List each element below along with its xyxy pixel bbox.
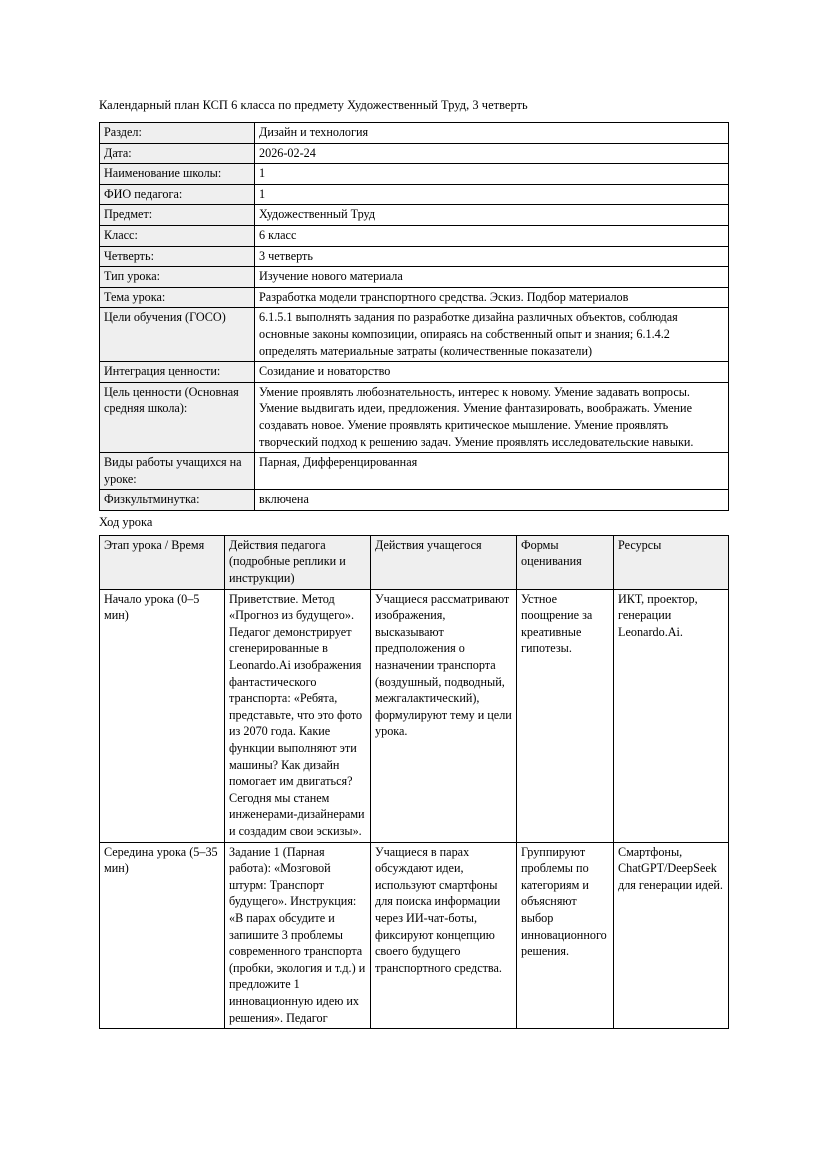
table-row <box>100 382 729 452</box>
cell-stage: Середина урока (5–35 мин) <box>100 842 225 1029</box>
info-value: 1 <box>255 164 729 185</box>
table-row <box>100 589 729 842</box>
cell-student-actions: Учащиеся в парах обсуждают идеи, используют смартфоны для поиска информации через ИИ-чат-боты, фиксируют концепцию своего будущего транспортного средства. <box>371 842 517 1029</box>
column-header-resources: Ресурсы <box>614 535 729 589</box>
info-label: Интеграция ценности: <box>100 362 255 383</box>
table-header-row <box>100 535 729 589</box>
table-row <box>100 267 729 288</box>
info-label: Тип урока: <box>100 267 255 288</box>
info-label: Предмет: <box>100 205 255 226</box>
table-row <box>100 842 729 1029</box>
info-label: Тема урока: <box>100 287 255 308</box>
table-row <box>100 308 729 362</box>
info-value: Художественный Труд <box>255 205 729 226</box>
lesson-table-header <box>100 535 729 589</box>
table-row <box>100 453 729 490</box>
info-value: 2026-02-24 <box>255 143 729 164</box>
info-value: включена <box>255 490 729 511</box>
info-value: Парная, Дифференцированная <box>255 453 729 490</box>
column-header-stage: Этап урока / Время <box>100 535 225 589</box>
column-header-assessment: Формы оценивания <box>517 535 614 589</box>
section-heading-lesson-flow: Ход урока <box>99 514 153 529</box>
table-row <box>100 225 729 246</box>
table-row <box>100 490 729 511</box>
cell-resources: ИКТ, проектор, генерации Leonardo.Ai. <box>614 589 729 842</box>
info-value: 6 класс <box>255 225 729 246</box>
info-label: Виды работы учащихся на уроке: <box>100 453 255 490</box>
info-label: Физкультминутка: <box>100 490 255 511</box>
cell-teacher-actions: Задание 1 (Парная работа): «Мозговой штурм: Транспорт будущего». Инструкция: «В парах обсудите и запишите 3 проблемы современного транспорта (пробки, экология и т.д.) и предложите 1 инновационную идею их решения». Педагог <box>225 842 371 1029</box>
table-row <box>100 287 729 308</box>
info-value: Умение проявлять любознательность, интерес к новому. Умение задавать вопросы. Умение выдвигать идеи, предложения. Умение фантазировать, воображать. Умение создавать новое. Умение проявлять критическое мышление. Умение проявлять творческий подход к решению задач. Умение проявлять исследовательские навыки. <box>255 382 729 452</box>
cell-stage: Начало урока (0–5 мин) <box>100 589 225 842</box>
info-label: Цели обучения (ГОСО) <box>100 308 255 362</box>
cell-student-actions: Учащиеся рассматривают изображения, высказывают предположения о назначении транспорта (воздушный, подводный, межгалактический), формулируют тему и цели урока. <box>371 589 517 842</box>
table-row <box>100 362 729 383</box>
info-label: Наименование школы: <box>100 164 255 185</box>
info-table-body <box>100 123 729 511</box>
info-label: ФИО педагога: <box>100 184 255 205</box>
cell-assessment: Группируют проблемы по категориям и объясняют выбор инновационного решения. <box>517 842 614 1029</box>
table-row <box>100 164 729 185</box>
info-value: 1 <box>255 184 729 205</box>
info-label: Дата: <box>100 143 255 164</box>
table-row <box>100 123 729 144</box>
info-value: Изучение нового материала <box>255 267 729 288</box>
info-label: Класс: <box>100 225 255 246</box>
lesson-info-table <box>99 122 729 511</box>
table-row <box>100 205 729 226</box>
document-content <box>99 98 728 1029</box>
page-title: Календарный план КСП 6 класса по предмету Художественный Труд, 3 четверть <box>99 98 528 112</box>
info-value: 3 четверть <box>255 246 729 267</box>
info-value: 6.1.5.1 выполнять задания по разработке дизайна различных объектов, соблюдая основные законы композиции, опираясь на собственный опыт и знания; 6.1.4.2 определять материальные затраты (количественные показатели) <box>255 308 729 362</box>
info-label: Раздел: <box>100 123 255 144</box>
table-row <box>100 143 729 164</box>
lesson-flow-table <box>99 535 729 1029</box>
info-value: Дизайн и технология <box>255 123 729 144</box>
column-header-student-actions: Действия учащегося <box>371 535 517 589</box>
info-value: Созидание и новаторство <box>255 362 729 383</box>
cell-teacher-actions: Приветствие. Метод «Прогноз из будущего». Педагог демонстрирует сгенерированные в Leonardo.Ai изображения фантастического транспорта: «Ребята, представьте, что это фото из 2070 года. Какие функции выполняют эти машины? Как дизайн помогает им двигаться? Сегодня мы станем инженерами-дизайнерами и создадим свои эскизы». <box>225 589 371 842</box>
cell-resources: Смартфоны, ChatGPT/DeepSeek для генерации идей. <box>614 842 729 1029</box>
info-label: Цель ценности (Основная средняя школа): <box>100 382 255 452</box>
table-row <box>100 184 729 205</box>
info-label: Четверть: <box>100 246 255 267</box>
lesson-table-body <box>100 589 729 1028</box>
cell-assessment: Устное поощрение за креативные гипотезы. <box>517 589 614 842</box>
info-value: Разработка модели транспортного средства. Эскиз. Подбор материалов <box>255 287 729 308</box>
table-row <box>100 246 729 267</box>
column-header-teacher-actions: Действия педагога (подробные реплики и инструкции) <box>225 535 371 589</box>
